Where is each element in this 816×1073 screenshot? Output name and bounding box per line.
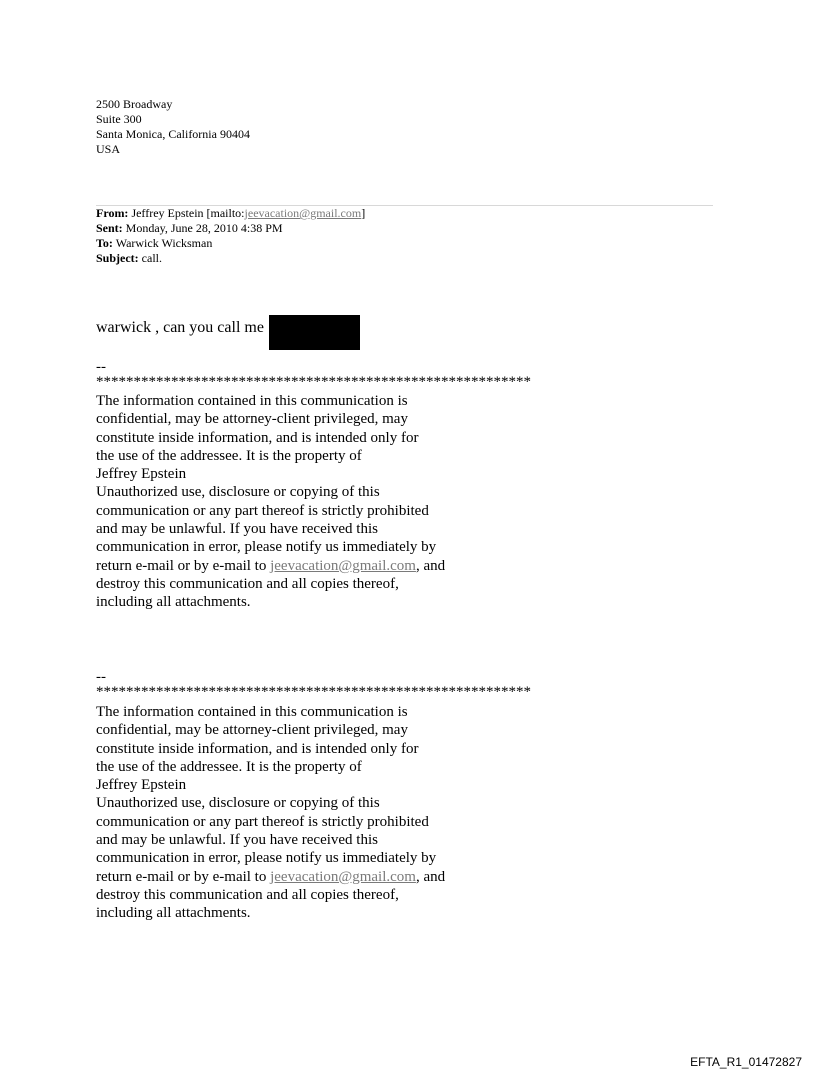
disclaimer-line: the use of the addressee. It is the property of xyxy=(96,447,362,464)
disclaimer-line: The information contained in this communication is xyxy=(96,393,408,409)
disclaimer-line: communication or any part thereof is strictly prohibited xyxy=(96,502,429,519)
disclaimer-line: The information contained in this communication is xyxy=(96,704,408,720)
disclaimer-line: destroy this communication and all copies thereof, xyxy=(96,575,399,592)
subject-value: call. xyxy=(141,251,162,265)
disclaimer-line: Jeffrey Epstein xyxy=(96,466,187,483)
to-row xyxy=(96,236,365,251)
document-id: EFTA_R1_01472827 xyxy=(690,1055,802,1069)
disclaimer-line: destroy this communication and all copies thereof, xyxy=(96,886,399,903)
subject-row xyxy=(96,251,365,266)
sent-label: Sent: xyxy=(96,221,123,235)
separator-stars: ********************************************************** xyxy=(96,684,531,700)
redaction-box xyxy=(269,315,360,350)
message-body: warwick , can you call me xyxy=(96,319,264,336)
return-prefix: return e-mail or by e-mail to xyxy=(96,868,271,885)
disclaimer-line: Jeffrey Epstein xyxy=(96,777,187,794)
sender-address xyxy=(96,97,250,157)
from-row xyxy=(96,206,365,221)
address-line: 2500 Broadway xyxy=(96,97,173,111)
from-close: ] xyxy=(361,206,366,220)
disclaimer-line: confidential, may be attorney-client privileged, may xyxy=(96,411,408,428)
disclaimer-line: including all attachments. xyxy=(96,594,251,611)
disclaimer-block xyxy=(96,703,445,923)
disclaimer-block xyxy=(96,392,445,612)
from-label: From: xyxy=(96,206,129,220)
separator-stars: ********************************************************** xyxy=(96,374,531,390)
to-label: To: xyxy=(96,236,113,250)
disclaimer-line: Unauthorized use, disclosure or copying of this xyxy=(96,484,380,501)
disclaimer-line: the use of the addressee. It is the property of xyxy=(96,758,362,775)
from-email-link[interactable]: jeevacation@gmail.com xyxy=(244,206,362,220)
separator-dashes: -- xyxy=(96,669,106,685)
separator-dashes: -- xyxy=(96,359,106,375)
disclaimer-return-line xyxy=(96,557,445,575)
return-suffix: , and xyxy=(415,868,446,885)
disclaimer-email-link[interactable]: jeevacation@gmail.com xyxy=(270,557,416,574)
disclaimer-line: constitute inside information, and is intended only for xyxy=(96,429,419,446)
address-line: Suite 300 xyxy=(96,112,142,126)
address-line: Santa Monica, California 90404 xyxy=(96,127,250,141)
from-name: Jeffrey Epstein [mailto: xyxy=(131,206,245,220)
email-header xyxy=(96,206,365,266)
disclaimer-line: and may be unlawful. If you have received this xyxy=(96,832,378,849)
disclaimer-line: Unauthorized use, disclosure or copying of this xyxy=(96,795,380,812)
disclaimer-line: communication or any part thereof is strictly prohibited xyxy=(96,813,429,830)
disclaimer-line: communication in error, please notify us immediately by xyxy=(96,850,437,867)
disclaimer-email-link[interactable]: jeevacation@gmail.com xyxy=(270,868,416,885)
subject-label: Subject: xyxy=(96,251,139,265)
disclaimer-return-line xyxy=(96,868,445,886)
return-prefix: return e-mail or by e-mail to xyxy=(96,557,271,574)
disclaimer-line: constitute inside information, and is intended only for xyxy=(96,740,419,757)
disclaimer-line: including all attachments. xyxy=(96,905,251,922)
disclaimer-line: confidential, may be attorney-client privileged, may xyxy=(96,722,408,739)
address-line: USA xyxy=(96,142,121,156)
sent-row xyxy=(96,221,365,236)
sent-value: Monday, June 28, 2010 4:38 PM xyxy=(125,221,283,235)
to-value: Warwick Wicksman xyxy=(115,236,213,250)
return-suffix: , and xyxy=(415,557,446,574)
disclaimer-line: communication in error, please notify us immediately by xyxy=(96,539,437,556)
disclaimer-line: and may be unlawful. If you have received this xyxy=(96,521,378,538)
